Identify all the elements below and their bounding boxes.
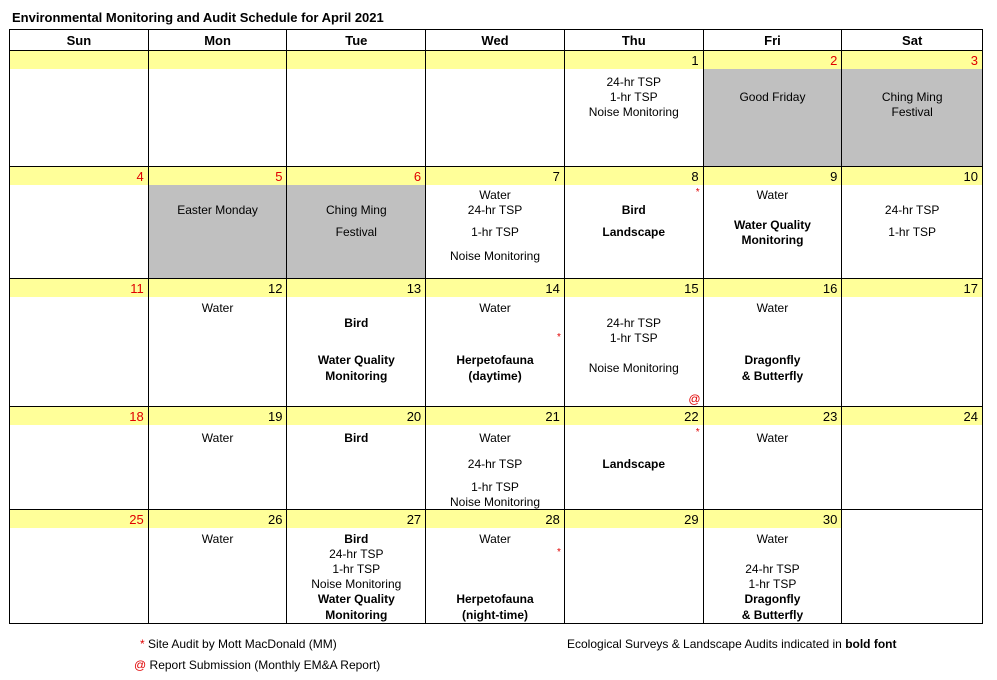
day-cell-fri xyxy=(704,167,843,278)
at-marker-icon: @ xyxy=(134,658,147,672)
day-number xyxy=(426,51,564,69)
day-number: 1 xyxy=(565,51,703,69)
monitoring-entry: Water xyxy=(479,188,511,202)
day-cell-sat xyxy=(842,51,982,166)
ecological-survey-entry: Bird xyxy=(344,532,369,546)
ecological-survey-entry: Monitoring xyxy=(741,233,804,247)
public-holiday-shading xyxy=(704,69,842,166)
monitoring-entry: 24-hr TSP xyxy=(467,203,523,217)
day-number: 9 xyxy=(704,167,842,185)
day-cell-tue xyxy=(287,279,426,406)
monitoring-entry: 1-hr TSP xyxy=(471,225,519,239)
monitoring-entry: 24-hr TSP xyxy=(884,203,940,217)
legend-site-audit xyxy=(140,637,337,651)
week-row xyxy=(10,51,982,167)
monitoring-entry: Noise Monitoring xyxy=(588,361,679,375)
monitoring-entry: Water xyxy=(756,431,789,445)
ecological-survey-entry: Monitoring xyxy=(325,608,388,622)
monitoring-entry: Festival xyxy=(335,225,377,239)
calendar-weeks xyxy=(10,51,982,623)
day-cell-tue xyxy=(287,407,426,509)
monitoring-entry: 24-hr TSP xyxy=(606,316,661,330)
day-cell-mon xyxy=(149,279,288,406)
weekday-header-wed: Wed xyxy=(426,30,565,50)
star-marker-icon: * xyxy=(140,637,145,651)
monitoring-entry: Water xyxy=(201,301,234,315)
monitoring-entry: Noise Monitoring xyxy=(449,249,541,263)
monitoring-entry: Good Friday xyxy=(739,90,806,104)
ecological-survey-entry: Landscape xyxy=(602,457,666,471)
day-number: 16 xyxy=(704,279,842,297)
week-row xyxy=(10,279,982,407)
calendar-grid xyxy=(9,29,983,624)
day-number: 26 xyxy=(149,510,287,528)
day-cell-tue xyxy=(287,167,426,278)
monitoring-entry: 1-hr TSP xyxy=(888,225,937,239)
monitoring-entry: 24-hr TSP xyxy=(467,457,523,471)
ecological-survey-entry: (daytime) xyxy=(468,369,522,383)
day-number: 20 xyxy=(287,407,425,425)
day-cell-wed xyxy=(426,407,565,509)
day-cell-fri xyxy=(704,407,843,509)
day-number: 10 xyxy=(842,167,982,185)
day-cell-wed xyxy=(426,510,565,623)
day-cell-sat xyxy=(842,510,982,623)
day-cell-tue xyxy=(287,510,426,623)
legend-bold-note xyxy=(567,637,897,651)
day-cell-sun xyxy=(10,407,149,509)
day-number: 19 xyxy=(149,407,287,425)
day-cell-wed xyxy=(426,167,565,278)
day-number: 5 xyxy=(149,167,287,185)
day-number: 14 xyxy=(426,279,564,297)
day-number: 11 xyxy=(10,279,148,297)
day-cell-sun xyxy=(10,51,149,166)
day-cell-mon xyxy=(149,510,288,623)
day-number: 30 xyxy=(704,510,842,528)
day-number xyxy=(287,51,425,69)
monitoring-entry: Water xyxy=(479,532,511,546)
ecological-survey-entry: & Butterfly xyxy=(741,608,804,622)
day-number: 29 xyxy=(565,510,703,528)
monitoring-entry: 24-hr TSP xyxy=(745,562,800,576)
monitoring-entry: Water xyxy=(201,532,234,546)
day-cell-tue xyxy=(287,51,426,166)
day-number xyxy=(149,51,287,69)
day-cell-sun xyxy=(10,279,149,406)
day-number: 2 xyxy=(704,51,842,69)
monitoring-entry: 1-hr TSP xyxy=(332,562,381,576)
day-number: 12 xyxy=(149,279,287,297)
ecological-survey-entry: Dragonfly xyxy=(744,592,801,606)
monitoring-entry: Festival xyxy=(891,105,933,119)
legend-bold-note-text: Ecological Surveys & Landscape Audits indicated in xyxy=(567,637,842,651)
ecological-survey-entry: Water Quality xyxy=(734,218,811,232)
ecological-survey-entry: Dragonfly xyxy=(744,353,801,367)
monitoring-entry: Water xyxy=(756,188,789,202)
monitoring-entry: 1-hr TSP xyxy=(471,480,519,494)
monitoring-entry: 24-hr TSP xyxy=(329,547,384,561)
monitoring-entry: Noise Monitoring xyxy=(588,105,679,119)
day-cell-thu xyxy=(565,167,704,278)
ecological-survey-entry: & Butterfly xyxy=(741,369,804,383)
page-title: Environmental Monitoring and Audit Schedule for April 2021 xyxy=(12,10,384,25)
legend-report-text: Report Submission (Monthly EM&A Report) xyxy=(149,658,381,672)
weekday-header-thu: Thu xyxy=(565,30,704,50)
day-cell-wed xyxy=(426,51,565,166)
day-cell-thu xyxy=(565,279,704,406)
day-cell-thu xyxy=(565,51,704,166)
monitoring-entry: Noise Monitoring xyxy=(449,495,541,509)
monitoring-entry: Easter Monday xyxy=(177,203,258,217)
site-audit-star-icon: * xyxy=(556,332,561,343)
day-cell-mon xyxy=(149,51,288,166)
day-cell-mon xyxy=(149,167,288,278)
ecological-survey-entry: Bird xyxy=(621,203,646,217)
monitoring-entry: 1-hr TSP xyxy=(748,577,797,591)
day-cell-thu xyxy=(565,510,704,623)
weekday-header-fri: Fri xyxy=(704,30,843,50)
day-number: 23 xyxy=(704,407,842,425)
legend-report-submission xyxy=(134,658,380,672)
day-number: 25 xyxy=(10,510,148,528)
day-cell-sun xyxy=(10,510,149,623)
weekday-header-sat: Sat xyxy=(902,33,923,48)
day-cell-thu xyxy=(565,407,704,509)
ecological-survey-entry: Monitoring xyxy=(325,369,388,383)
monitoring-entry: Ching Ming xyxy=(325,203,387,217)
day-number: 22 xyxy=(565,407,703,425)
site-audit-star-icon: * xyxy=(556,547,561,558)
ecological-survey-entry: Water Quality xyxy=(317,592,395,606)
day-cell-fri xyxy=(704,279,843,406)
day-cell-fri xyxy=(704,510,843,623)
ecological-survey-entry: Herpetofauna xyxy=(456,353,534,367)
day-cell-sat xyxy=(842,407,982,509)
day-number xyxy=(842,510,982,528)
monitoring-entry: Ching Ming xyxy=(881,90,943,104)
site-audit-star-icon: * xyxy=(695,427,700,438)
legend-site-audit-text: Site Audit by Mott MacDonald (MM) xyxy=(148,637,337,651)
monitoring-entry: 1-hr TSP xyxy=(609,331,658,345)
monitoring-entry: Noise Monitoring xyxy=(311,577,402,591)
ecological-survey-entry: Landscape xyxy=(602,225,666,239)
legend-font-word: font xyxy=(873,637,897,651)
week-row xyxy=(10,167,982,279)
day-number: 27 xyxy=(287,510,425,528)
day-number: 7 xyxy=(426,167,564,185)
day-number: 24 xyxy=(842,407,982,425)
legend-bold-word: bold xyxy=(845,637,871,651)
week-row xyxy=(10,510,982,623)
weekday-header-sun: Sun xyxy=(10,30,149,50)
day-cell-fri xyxy=(704,51,843,166)
weekday-header-row xyxy=(10,30,982,51)
day-cell-sun xyxy=(10,167,149,278)
public-holiday-shading xyxy=(149,185,287,278)
ecological-survey-entry: (night-time) xyxy=(462,608,528,622)
day-number: 15 xyxy=(565,279,703,297)
day-number: 28 xyxy=(426,510,564,528)
week-row xyxy=(10,407,982,510)
weekday-header-tue: Tue xyxy=(287,30,426,50)
day-number: 18 xyxy=(10,407,148,425)
monitoring-entry: 24-hr TSP xyxy=(606,75,661,89)
day-number: 8 xyxy=(565,167,703,185)
day-number: 17 xyxy=(842,279,982,297)
monitoring-entry: 1-hr TSP xyxy=(609,90,658,104)
monitoring-entry: Water xyxy=(756,532,789,546)
day-cell-wed xyxy=(426,279,565,406)
day-cell-sat xyxy=(842,279,982,406)
day-number xyxy=(10,51,148,69)
day-number: 13 xyxy=(287,279,425,297)
monitoring-entry: Water xyxy=(756,301,789,315)
ecological-survey-entry: Bird xyxy=(344,316,369,330)
day-cell-sat xyxy=(842,167,982,278)
ecological-survey-entry: Herpetofauna xyxy=(456,592,534,606)
monitoring-entry: Water xyxy=(479,431,511,445)
weekday-header-mon: Mon xyxy=(149,30,288,50)
day-number: 21 xyxy=(426,407,564,425)
day-number: 3 xyxy=(842,51,982,69)
ecological-survey-entry: Water Quality xyxy=(317,353,395,367)
monitoring-entry: Water xyxy=(201,431,234,445)
day-number: 4 xyxy=(10,167,148,185)
report-submission-at-icon: @ xyxy=(688,392,701,406)
day-number: 6 xyxy=(287,167,425,185)
site-audit-star-icon: * xyxy=(695,187,700,198)
ecological-survey-entry: Bird xyxy=(344,431,369,445)
day-cell-mon xyxy=(149,407,288,509)
monitoring-entry: Water xyxy=(479,301,511,315)
